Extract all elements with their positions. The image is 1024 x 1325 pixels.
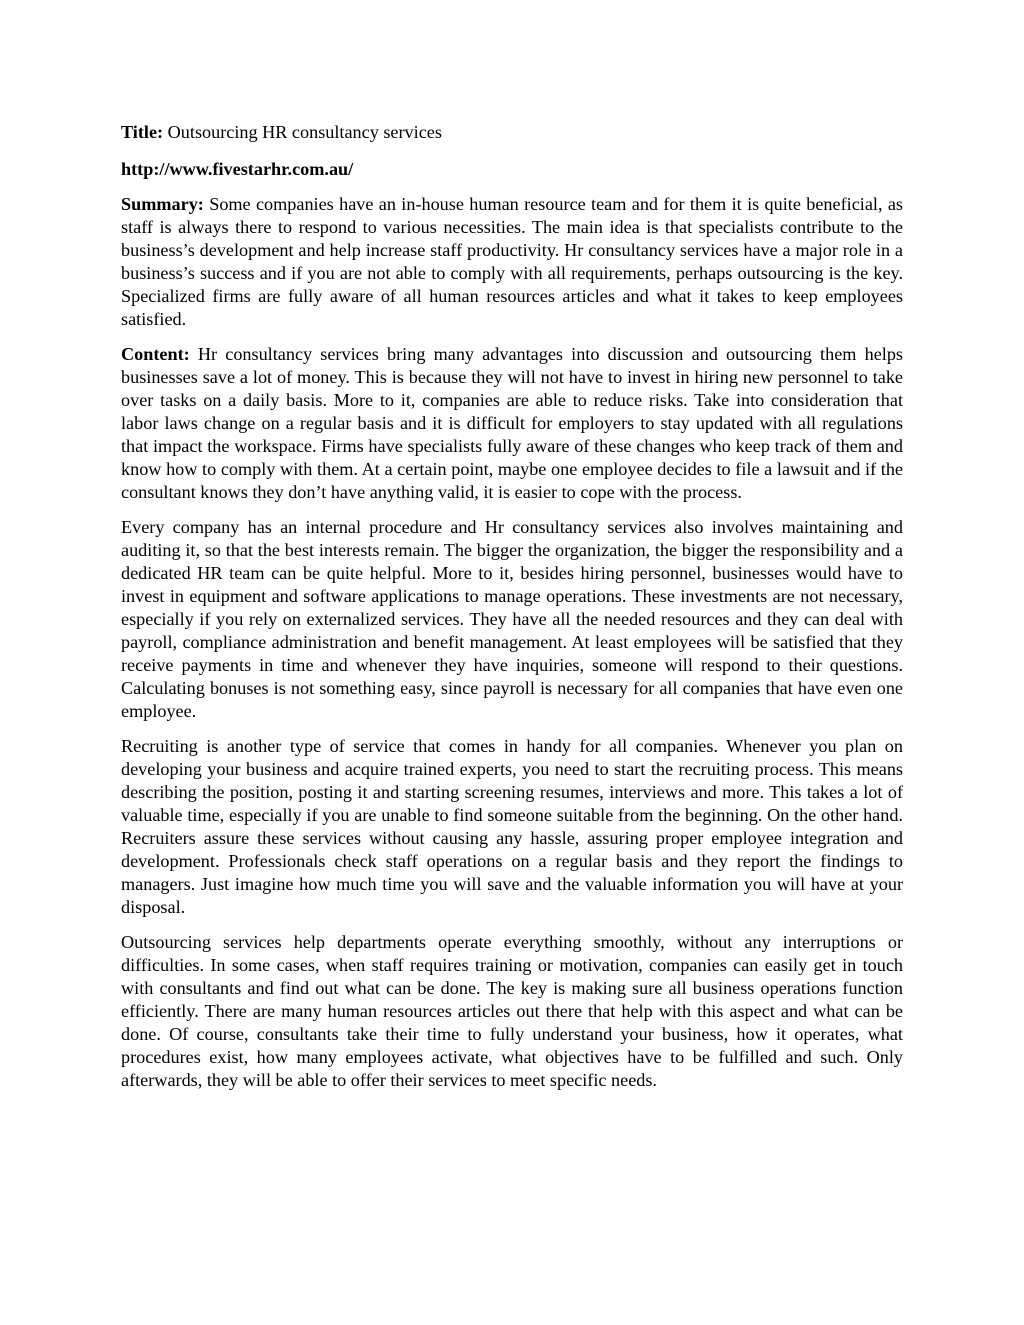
title-label: Title:: [121, 122, 164, 142]
body-paragraph-recruiting: Recruiting is another type of service that comes in handy for all companies. Whenever you plan on developing your business and acquire trained experts, you need to start the recruiting process. This means describing the position, posting it and starting screening resumes, interviews and more. This takes a lot of valuable time, especially if you are unable to find someone suitable from the beginning. On the other hand. Recruiters assure these services without causing any hassle, assuring proper employee integration and development. Professionals check staff operations on a regular basis and they report the findings to managers. Just imagine how much time you will save and the valuable information you will have at your disposal.: [121, 736, 903, 917]
summary-text: Some companies have an in-house human resource team and for them it is quite beneficial, as staff is always there to respond to various necessities. The main idea is that specialists contribute to the business’s development and help increase staff productivity. Hr consultancy services have a major role in a business’s success and if you are not able to comply with all requirements, perhaps outsourcing is the key. Specialized firms are fully aware of all human resources articles and what it takes to keep employees satisfied.: [121, 194, 903, 329]
summary-label: Summary:: [121, 194, 204, 214]
body-paragraph-internal-procedure: Every company has an internal procedure and Hr consultancy services also involves maintaining and auditing it, so that the best interests remain. The bigger the organization, the bigger the responsibility and a dedicated HR team can be quite helpful. More to it, besides hiring personnel, businesses would have to invest in equipment and software applications to manage operations. These investments are not necessary, especially if you rely on externalized services. They have all the needed resources and they can deal with payroll, compliance administration and benefit management. At least employees will be satisfied that they receive payments in time and whenever they have inquiries, someone will respond to their questions. Calculating bonuses is not something easy, since payroll is necessary for all companies that have even one employee.: [121, 517, 903, 721]
content-label: Content:: [121, 344, 190, 364]
website-link[interactable]: http://www.fivestarhr.com.au/: [121, 159, 354, 179]
body-paragraph-outsourcing-services: Outsourcing services help departments operate everything smoothly, without any interruptions or difficulties. In some cases, when staff requires training or motivation, companies can easily get in touch with consultants and find out what can be done. The key is making sure all business operations function efficiently. There are many human resources articles out there that help with this aspect and what can be done. Of course, consultants take their time to fully understand your business, how it operates, what procedures exist, how many employees activate, what objectives have to be fulfilled and such. Only afterwards, they will be able to offer their services to meet specific needs.: [121, 932, 903, 1090]
title-text: Outsourcing HR consultancy services: [163, 122, 442, 142]
content-text: Hr consultancy services bring many advantages into discussion and outsourcing them helps businesses save a lot of money. This is because they will not have to invest in hiring new personnel to take over tasks on a daily basis. More to it, companies are able to reduce risks. Take into consideration that labor laws change on a regular basis and it is difficult for employers to stay updated with all regulations that impact the workspace. Firms have specialists fully aware of these changes who keep track of them and know how to comply with them. At a certain point, maybe one employee decides to file a lawsuit and if the consultant knows they don’t have anything valid, it is easier to cope with the process.: [121, 344, 903, 502]
content-paragraph: [121, 343, 903, 504]
url-line: [121, 158, 903, 181]
summary-paragraph: [121, 193, 903, 331]
title-line: [121, 121, 903, 144]
document-body: [121, 121, 903, 1104]
